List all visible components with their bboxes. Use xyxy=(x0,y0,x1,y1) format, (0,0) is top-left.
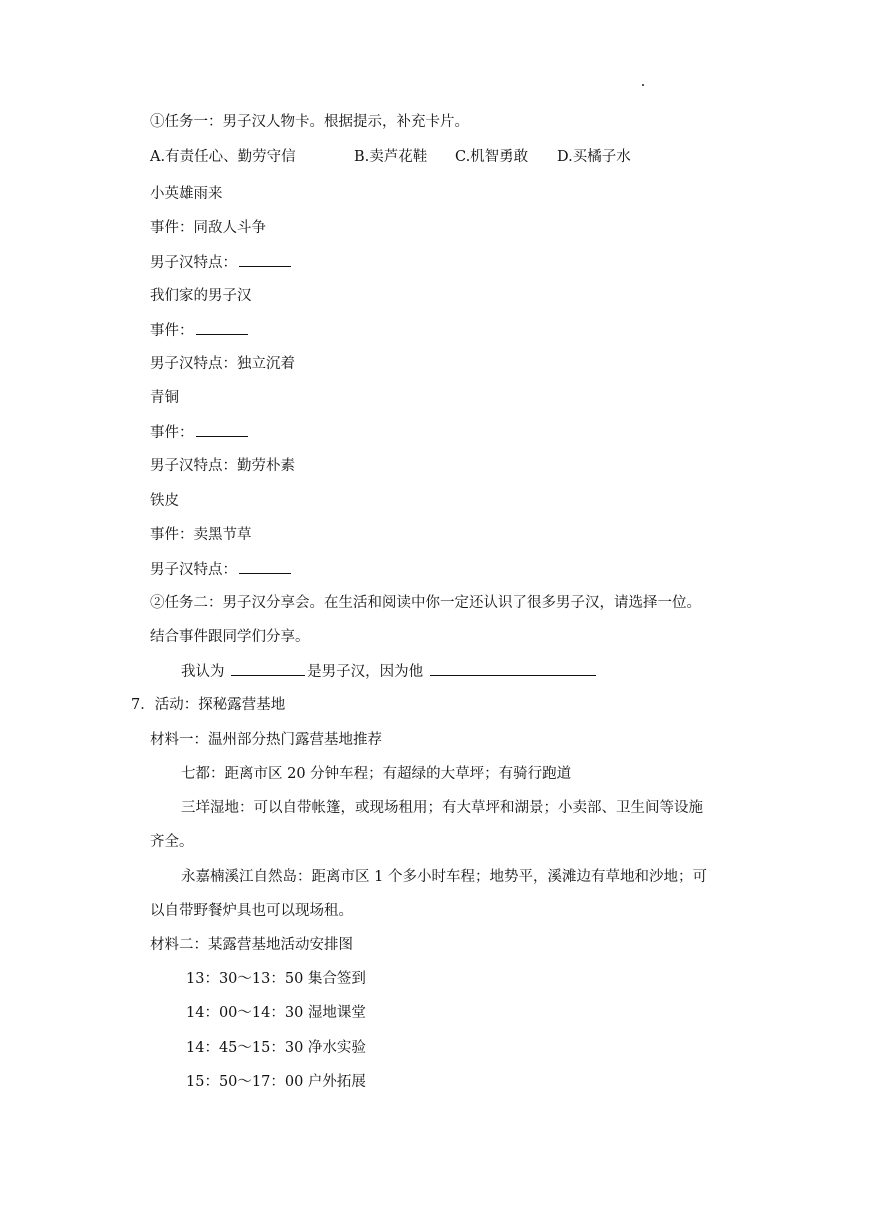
site-qidu: 七都：距离市区 20 分钟车程；有超绿的大草坪；有骑行跑道 xyxy=(181,766,572,782)
trait-label: 男子汉特点： xyxy=(150,458,237,474)
trait-value: 勤劳朴素 xyxy=(237,458,295,474)
site-nanxi-line2: 以自带野餐炉具也可以现场租。 xyxy=(150,903,353,919)
card-trait xyxy=(150,456,295,476)
schedule-item: 14：45～15：30 净水实验 xyxy=(186,1040,366,1056)
q7-title: 7．活动：探秘露营基地 xyxy=(131,697,286,713)
card-name: 小英雄雨来 xyxy=(150,186,223,202)
event-label: 事件： xyxy=(150,527,194,543)
schedule-item: 15：50～17：00 户外拓展 xyxy=(186,1074,366,1090)
answer-reason-blank[interactable] xyxy=(430,661,596,676)
material1-title: 材料一：温州部分热门露营基地推荐 xyxy=(150,732,382,748)
card-trait xyxy=(150,354,295,374)
answer-name-blank[interactable] xyxy=(231,661,305,676)
site-nanxi-line1: 永嘉楠溪江自然岛：距离市区 1 个多小时车程；地势平，溪滩边有草地和沙地；可 xyxy=(181,869,707,885)
page-dot-mark xyxy=(642,84,644,86)
option-a: A.有责任心、勤劳守信 xyxy=(150,149,296,165)
card-event xyxy=(150,218,266,238)
option-c: C.机智勇敢 xyxy=(455,149,529,165)
site-sanyang-line2: 齐全。 xyxy=(150,834,194,850)
event-blank[interactable] xyxy=(196,422,248,437)
option-d: D.买橘子水 xyxy=(557,149,631,165)
trait-blank[interactable] xyxy=(239,252,291,267)
material2-title: 材料二：某露营基地活动安排图 xyxy=(150,937,353,953)
event-blank[interactable] xyxy=(196,320,248,335)
event-value: 同敌人斗争 xyxy=(193,220,266,236)
answer-middle: 是男子汉，因为他 xyxy=(307,664,424,680)
task1-title: ①任务一：男子汉人物卡。根据提示，补充卡片。 xyxy=(150,114,469,130)
trait-label: 男子汉特点： xyxy=(150,562,237,578)
task2-line2: 结合事件跟同学们分享。 xyxy=(150,629,310,645)
card-trait xyxy=(150,252,293,273)
card-event xyxy=(150,320,250,341)
event-label: 事件： xyxy=(150,220,194,236)
card-event xyxy=(150,422,250,443)
event-value: 卖黑节草 xyxy=(193,527,252,543)
task2-line1: ②任务二：男子汉分享会。在生活和阅读中你一定还认识了很多男子汉，请选择一位。 xyxy=(150,595,701,611)
card-trait xyxy=(150,559,293,580)
trait-blank[interactable] xyxy=(239,559,291,574)
trait-label: 男子汉特点： xyxy=(150,356,237,372)
event-label: 事件： xyxy=(150,323,194,339)
answer-prefix: 我认为 xyxy=(181,664,225,680)
schedule-item: 14：00～14：30 湿地课堂 xyxy=(186,1005,366,1021)
card-event xyxy=(150,525,252,545)
site-sanyang-line1: 三垟湿地：可以自带帐篷，或现场租用；有大草坪和湖景；小卖部、卫生间等设施 xyxy=(181,800,703,816)
card-name: 铁皮 xyxy=(150,493,179,509)
schedule-item: 13：30～13：50 集合签到 xyxy=(186,971,366,987)
card-name: 青铜 xyxy=(150,390,179,406)
task2-answer xyxy=(181,661,598,682)
event-label: 事件： xyxy=(150,425,194,441)
card-name: 我们家的男子汉 xyxy=(150,288,252,304)
trait-value: 独立沉着 xyxy=(237,356,295,372)
trait-label: 男子汉特点： xyxy=(150,255,237,271)
option-b: B.卖芦花鞋 xyxy=(354,149,428,165)
